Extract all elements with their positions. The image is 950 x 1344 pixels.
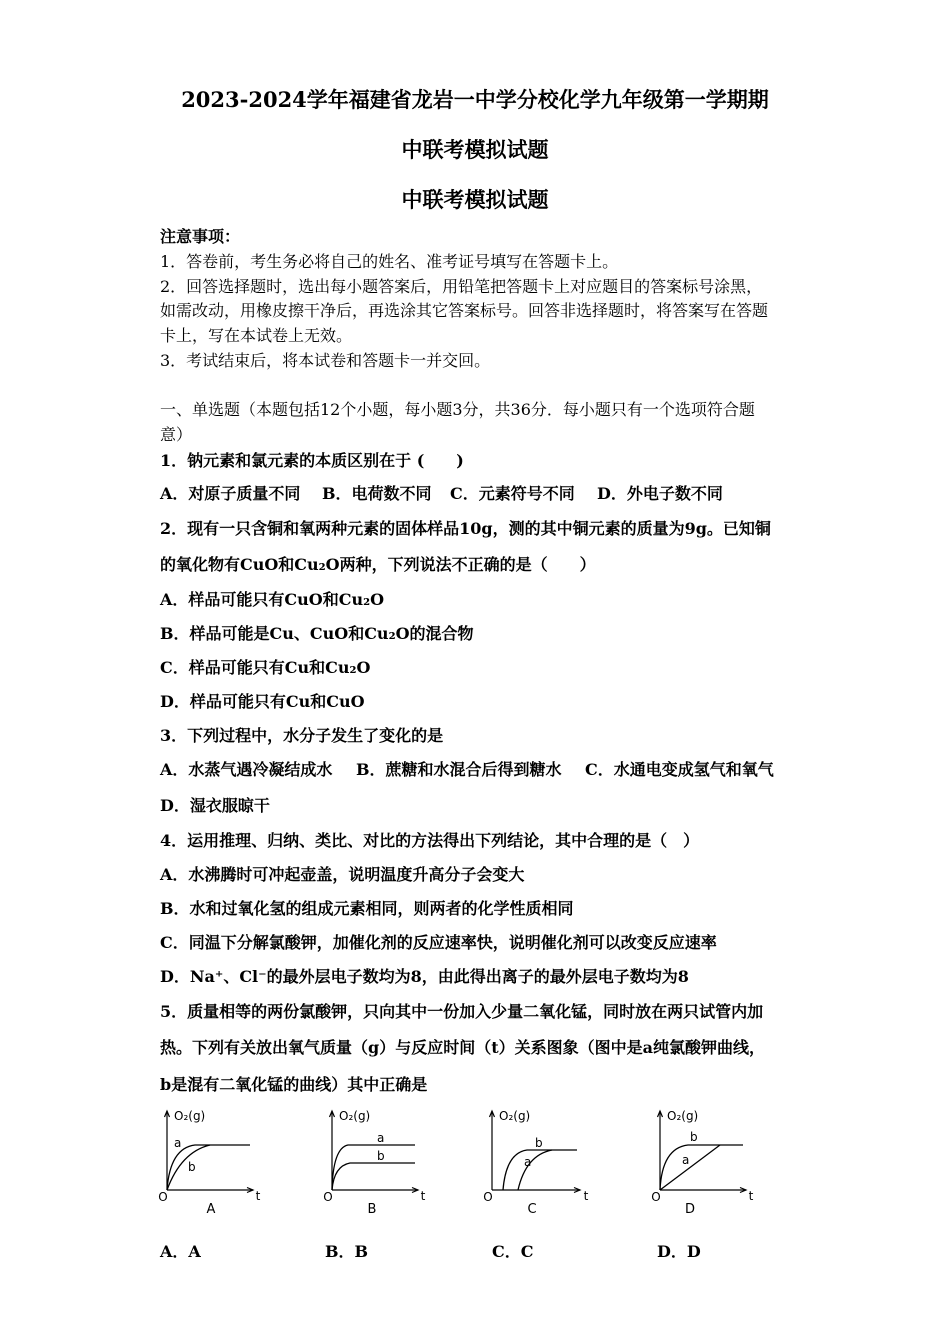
question-4-option-b: B．水和过氧化氢的组成元素相同，则两者的化学性质相同 [160, 899, 574, 918]
question-3-option-a: A．水蒸气遇冷凝结成水 [160, 760, 333, 779]
question-5-option-d: D．D [657, 1242, 701, 1261]
curve-a-label: a [174, 1136, 182, 1150]
notice-line: 如需改动，用橡皮擦干净后，再选涂其它答案标号。回答非选择题时，将答案写在答题 [160, 301, 769, 320]
curve-a [332, 1145, 415, 1190]
x-axis-label: t [583, 1189, 589, 1203]
notice-line: 2．回答选择题时，选出每小题答案后，用铅笔把答题卡上对应题目的答案标号涂黑， [160, 277, 763, 296]
question-1-option-b: B．电荷数不同 [322, 484, 432, 503]
question-3-option-d: D．湿衣服晾干 [160, 796, 270, 815]
curve-a [660, 1145, 720, 1190]
notice-line: 3．考试结束后，将本试卷和答题卡一并交回。 [160, 351, 491, 370]
question-2-option-a: A．样品可能只有CuO和Cu₂O [160, 590, 385, 609]
question-2-option-c: C．样品可能只有Cu和Cu₂O [160, 658, 371, 677]
section-heading: 一、单选题（本题包括12个小题，每小题3分，共36分．每小题只有一个选项符合题 [160, 400, 755, 419]
curve-a-label: a [682, 1153, 690, 1167]
origin-label: O [158, 1190, 168, 1204]
question-2-stem-cont: 的氧化物有CuO和Cu₂O两种，下列说法不正确的是（ ） [160, 555, 596, 574]
curve-a-label: a [377, 1131, 385, 1145]
curve-b-label: b [377, 1149, 385, 1163]
question-5-stem-cont: 热。下列有关放出氧气质量（g）与反应时间（t）关系图象（图中是a纯氯酸钾曲线， [160, 1038, 765, 1057]
curve-b [660, 1145, 743, 1190]
y-axis-label: O₂(g) [667, 1109, 699, 1123]
y-axis-label: O₂(g) [174, 1109, 206, 1123]
curve-a [503, 1150, 577, 1190]
curve-b-label: b [188, 1160, 196, 1174]
question-2-option-d: D．样品可能只有Cu和CuO [160, 692, 365, 711]
question-2-stem: 2．现有一只含铜和氧两种元素的固体样品10g，测的其中铜元素的质量为9g。已知铜 [160, 519, 771, 538]
curve-a [167, 1145, 250, 1190]
graph-letter: C [527, 1202, 537, 1217]
question-3-stem: 3．下列过程中，水分子发生了变化的是 [160, 726, 444, 745]
question-2-option-b: B．样品可能是Cu、CuO和Cu₂O的混合物 [160, 624, 474, 643]
page-title-line-3: 中联考模拟试题 [401, 187, 549, 212]
question-3-option-b: B．蔗糖和水混合后得到糖水 [356, 760, 562, 779]
question-4-option-c: C．同温下分解氯酸钾，加催化剂的反应速率快，说明催化剂可以改变反应速率 [160, 933, 717, 952]
origin-label: O [483, 1190, 493, 1204]
question-5-option-a: A．A [160, 1242, 201, 1261]
graph-a [155, 1100, 267, 1218]
notice-heading: 注意事项： [160, 227, 241, 246]
question-5-option-b: B．B [325, 1242, 369, 1261]
page-title-line-1: 2023-2024学年福建省龙岩一中学分校化学九年级第一学期期 [181, 87, 769, 112]
graph-d [648, 1100, 760, 1218]
question-5-option-c: C．C [492, 1242, 534, 1261]
question-1-option-c: C．元素符号不同 [450, 484, 575, 503]
question-4-option-a: A．水沸腾时可冲起壶盖，说明温度升高分子会变大 [160, 865, 525, 884]
question-1-option-d: D．外电子数不同 [597, 484, 723, 503]
notice-line: 1．答卷前，考生务必将自己的姓名、准考证号填写在答题卡上。 [160, 252, 619, 271]
y-axis-label: O₂(g) [499, 1109, 531, 1123]
curve-a-label: a [524, 1155, 532, 1169]
question-5-stem-cont: b是混有二氧化锰的曲线）其中正确是 [160, 1075, 428, 1094]
curve-b-label: b [690, 1130, 698, 1144]
origin-label: O [651, 1190, 661, 1204]
graph-b [320, 1100, 432, 1218]
x-axis-label: t [748, 1189, 754, 1203]
y-axis-label: O₂(g) [339, 1109, 371, 1123]
section-heading-cont: 意） [160, 425, 193, 444]
x-axis-label: t [420, 1189, 426, 1203]
question-4-stem: 4．运用推理、归纳、类比、对比的方法得出下列结论，其中合理的是（ ） [160, 831, 700, 850]
curve-b-label: b [535, 1136, 543, 1150]
origin-label: O [323, 1190, 333, 1204]
page-title-line-2: 中联考模拟试题 [401, 137, 549, 162]
question-3-option-c: C．水通电变成氢气和氧气 [585, 760, 774, 779]
graph-letter: D [684, 1202, 696, 1217]
graph-c [480, 1100, 592, 1218]
question-4-option-d: D．Na⁺、Cl⁻的最外层电子数均为8，由此得出离子的最外层电子数均为8 [160, 967, 689, 986]
question-5-stem: 5．质量相等的两份氯酸钾，只向其中一份加入少量二氧化锰，同时放在两只试管内加 [160, 1002, 764, 1021]
question-1-option-a: A．对原子质量不同 [160, 484, 301, 503]
notice-line: 卡上，写在本试卷上无效。 [160, 326, 353, 345]
curve-b [332, 1163, 415, 1190]
question-1-stem: 1．钠元素和氯元素的本质区别在于 ( ) [160, 451, 464, 470]
graph-letter: A [206, 1202, 216, 1217]
x-axis-label: t [255, 1189, 261, 1203]
graph-letter: B [367, 1202, 377, 1217]
